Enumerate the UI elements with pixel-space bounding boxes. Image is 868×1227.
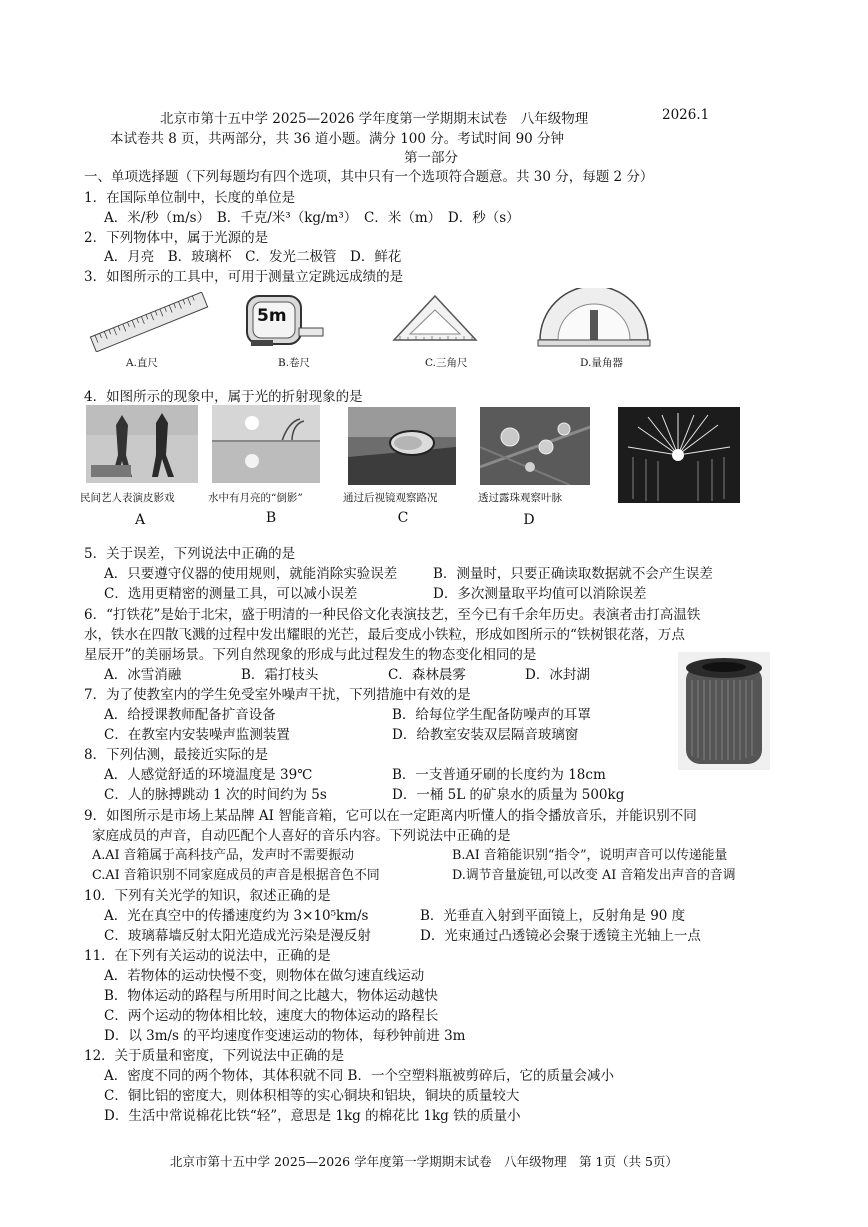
q8-option-d: D．一桶 5L 的矿泉水的质量为 500kg bbox=[392, 787, 625, 803]
q9-option-a: A.AI 音箱属于高科技产品，发声时不需要振动 bbox=[92, 848, 355, 863]
q4-caption-c: 通过后视镜观察路况 bbox=[343, 492, 438, 504]
q3-caption-d: D.量角器 bbox=[580, 357, 623, 369]
q7-option-a: A．给授课教师配备扩音设备 bbox=[104, 707, 276, 723]
q4-letter-a: A bbox=[134, 512, 146, 528]
q3-caption-b: B.卷尺 bbox=[278, 357, 311, 369]
section-heading: 一、单项选择题（下列每题均有四个选项，其中只有一个选项符合题意。共 30 分，每题 2 分） bbox=[84, 169, 654, 185]
q2-options: A．月亮 B．玻璃杯 C．发光二极管 D．鲜花 bbox=[104, 249, 402, 265]
q4-stem: 4．如图所示的现象中，属于光的折射现象的是 bbox=[84, 389, 363, 405]
rearview-mirror-image bbox=[348, 407, 456, 485]
exam-info: 本试卷共 8 页，共两部分，共 36 道小题。满分 100 分。考试时间 90 分钟 bbox=[110, 131, 565, 147]
q11-option-d: D．以 3m/s 的平均速度作变速运动的物体，每秒钟前进 3m bbox=[104, 1028, 466, 1044]
q5-option-c: C．选用更精密的测量工具，可以减小误差 bbox=[104, 586, 358, 602]
q3-caption-a: A.直尺 bbox=[126, 357, 158, 369]
q1-options: A．米/秒（m/s） B．千克/米³（kg/m³） C．米（m） D．秒（s） bbox=[104, 210, 520, 226]
q9-option-b: B.AI 音箱能识别“指令”，说明声音可以传递能量 bbox=[452, 848, 728, 863]
q8-option-b: B．一支普通牙刷的长度约为 18cm bbox=[392, 767, 606, 783]
q8-stem: 8．下列估测，最接近实际的是 bbox=[84, 747, 269, 763]
q4-caption-a: 民间艺人表演皮影戏 bbox=[80, 492, 175, 504]
ai-speaker-image bbox=[678, 652, 770, 770]
q1-stem: 1．在国际单位制中，长度的单位是 bbox=[84, 190, 296, 206]
ruler-image bbox=[84, 292, 214, 352]
q7-option-d: D．给教室安装双层隔音玻璃窗 bbox=[392, 727, 579, 743]
q10-option-d: D．光束通过凸透镜必会聚于透镜主光轴上一点 bbox=[420, 928, 701, 944]
q11-stem: 11．在下列有关运动的说法中，正确的是 bbox=[84, 948, 331, 964]
protractor-image bbox=[536, 288, 652, 348]
q12-option-ab: A．密度不同的两个物体，其体积就不同 B．一个空塑料瓶被剪碎后，它的质量会减小 bbox=[104, 1068, 614, 1084]
page-footer: 北京市第十五中学 2025—2026 学年度第一学期期末试卷 八年级物理 第 1页（共 5页） bbox=[170, 1154, 678, 1169]
triangle-ruler-image bbox=[390, 292, 480, 346]
q12-option-c: C．铜比铝的密度大，则体积相等的实心铜块和铝块，铜块的质量较大 bbox=[104, 1088, 520, 1104]
q6-line-1: 6．“打铁花”是始于北宋，盛于明清的一种民俗文化表演技艺，至今已有千余年历史。表演者击打高温铁 bbox=[84, 607, 701, 623]
dewdrop-leaf-image bbox=[480, 407, 590, 485]
q11-option-c: C．两个运动的物体相比较，速度大的物体运动的路程长 bbox=[104, 1008, 439, 1024]
q6-option-b: B．霜打枝头 bbox=[241, 667, 319, 683]
q12-option-d: D．生活中常说棉花比铁“轻”，意思是 1kg 的棉花比 1kg 铁的质量小 bbox=[104, 1108, 521, 1124]
q4-letter-d: D bbox=[523, 512, 535, 528]
q8-option-a: A．人感觉舒适的环境温度是 39℃ bbox=[104, 767, 313, 783]
q6-option-a: A．冰雪消融 bbox=[104, 667, 182, 683]
q2-stem: 2．下列物体中，属于光源的是 bbox=[84, 230, 269, 246]
q5-option-d: D．多次测量取平均值可以消除误差 bbox=[433, 586, 647, 602]
q5-option-b: B．测量时，只要正确读取数据就不会产生误差 bbox=[433, 566, 713, 582]
shadow-puppet-image bbox=[86, 405, 198, 483]
q10-option-b: B．光垂直入射到平面镜上，反射角是 90 度 bbox=[420, 908, 686, 924]
q4-caption-b: 水中有月亮的“倒影” bbox=[208, 492, 303, 504]
q9-option-c: C.AI 音箱识别不同家庭成员的声音是根据音色不同 bbox=[92, 868, 380, 883]
q10-option-c: C．玻璃幕墙反射太阳光造成光污染是漫反射 bbox=[104, 928, 371, 944]
q6-option-d: D．冰封湖 bbox=[525, 667, 590, 683]
q5-stem: 5．关于误差，下列说法中正确的是 bbox=[84, 546, 296, 562]
moon-reflection-image bbox=[212, 405, 320, 483]
q9-option-d: D.调节音量旋钮,可以改变 AI 音箱发出声音的音调 bbox=[452, 868, 736, 883]
q10-option-a: A．光在真空中的传播速度约为 3×10⁵km/s bbox=[104, 908, 369, 924]
q7-option-c: C．在教室内安装噪声监测装置 bbox=[104, 727, 290, 743]
q10-stem: 10．下列有关光学的知识，叙述正确的是 bbox=[84, 888, 331, 904]
tape-measure-image bbox=[245, 290, 325, 350]
q9-line-2: 家庭成员的声音，自动匹配个人喜好的音乐内容。下列说法中正确的是 bbox=[92, 828, 511, 844]
q6-line-3: 星辰开”的美丽场景。下列自然现象的形成与此过程发生的物态变化相同的是 bbox=[84, 647, 537, 663]
q3-stem: 3．如图所示的工具中，可用于测量立定跳远成绩的是 bbox=[84, 269, 404, 285]
q9-line-1: 9．如图所示是市场上某品牌 AI 智能音箱，它可以在一定距离内听懂人的指令播放音乐，并能识别不同 bbox=[84, 808, 697, 824]
exam-title: 北京市第十五中学 2025—2026 学年度第一学期期末试卷 八年级物理 bbox=[160, 111, 589, 127]
q8-option-c: C．人的脉搏跳动 1 次的时间约为 5s bbox=[104, 787, 327, 803]
q11-option-a: A．若物体的运动快慢不变，则物体在做匀速直线运动 bbox=[104, 968, 425, 984]
q7-option-b: B．给每位学生配备防噪声的耳罩 bbox=[392, 707, 591, 723]
q4-letter-b: B bbox=[265, 510, 277, 526]
q6-line-2: 水，铁水在四散飞溅的过程中发出耀眼的光芒，最后变成小铁粒，形成如图所示的“铁树银花落，万点 bbox=[84, 627, 685, 643]
iron-flower-image bbox=[618, 407, 740, 503]
part-title: 第一部分 bbox=[404, 150, 458, 166]
exam-date: 2026.1 bbox=[662, 107, 710, 123]
q11-option-b: B．物体运动的路程与所用时间之比越大，物体运动越快 bbox=[104, 988, 438, 1004]
q5-option-a: A．只要遵守仪器的使用规则，就能消除实验误差 bbox=[104, 566, 398, 582]
q3-caption-c: C.三角尺 bbox=[425, 357, 468, 369]
q7-stem: 7．为了使教室内的学生免受室外噪声干扰，下列措施中有效的是 bbox=[84, 687, 471, 703]
q4-letter-c: C bbox=[397, 510, 409, 526]
q4-caption-d: 透过露珠观察叶脉 bbox=[478, 492, 562, 504]
tape-label: 5m bbox=[257, 306, 287, 326]
q12-stem: 12．关于质量和密度，下列说法中正确的是 bbox=[84, 1048, 345, 1064]
q6-option-c: C．森林晨雾 bbox=[388, 667, 466, 683]
